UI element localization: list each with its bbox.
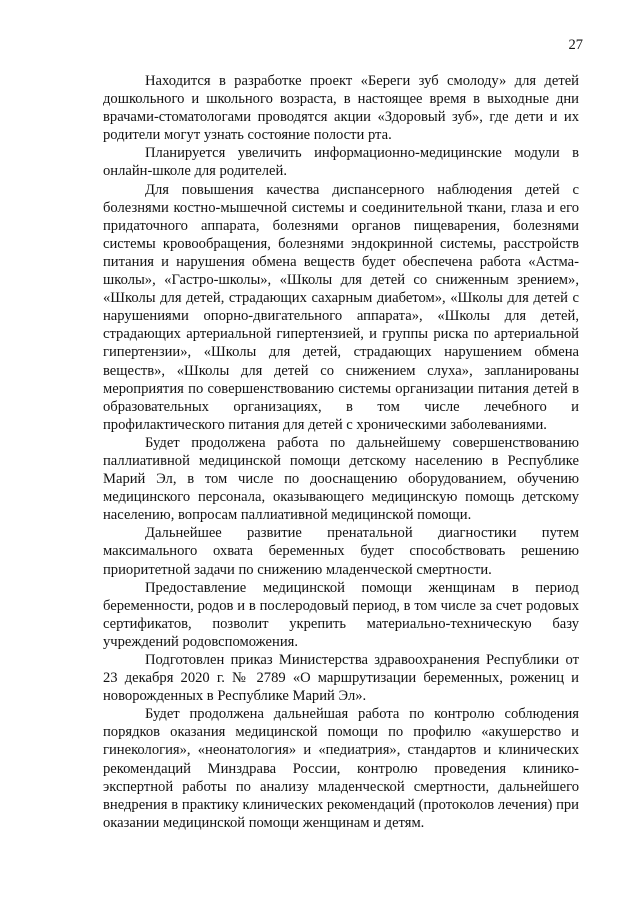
paragraph-ministry-order: Подготовлен приказ Министерства здравоохранения Республики от 23 декабря 2020 г. № 2789 «О маршрутизации беременных, рожениц и новорожденных в Республике Марий Эл». [103,652,579,705]
paragraph-dispensary-schools: Для повышения качества диспансерного наблюдения детей с болезнями костно-мышечной системы и соединительной ткани, глаза и его придаточного аппарата, болезнями органов пищеварения, болезнями системы кровообращения, болезнями эндокринной системы, расстройств питания и нарушения обмена веществ будет обеспечена работа «Астма-школы», «Гастро-школы», «Школы для детей со сниженным зрением», «Школы для детей, страдающих сахарным диабетом», «Школы для детей с нарушениями опорно-двигательного аппарата», «Школы для детей, страдающих артериальной гипертензией, и группы риска по артериальной гипертензии», «Школы для детей, страдающих нарушением обмена веществ», «Школы для детей со снижением слуха», запланированы мероприятия по совершенствованию системы организации питания детей в образовательных организациях, в том числе лечебного и профилактического питания для детей с хроническими заболеваниями. [103,181,579,433]
paragraph-palliative-care: Будет продолжена работа по дальнейшему совершенствованию паллиативной медицинской помощи детскому населению в Республике Марий Эл, в том числе по дооснащению оборудованием, обучению медицинского персонала, оказывающего медицинскую помощь детскому населению, вопросам паллиативной медицинской помощи. [103,434,579,524]
paragraph-prenatal-diagnostics: Дальнейшее развитие пренатальной диагностики путем максимального охвата беременных будет способствовать решению приоритетной задачи по снижению младенческой смертности. [103,525,579,578]
paragraph-maternity-care: Предоставление медицинской помощи женщинам в период беременности, родов и в послеродовый период, в том числе за счет родовых сертификатов, позволит укрепить материально-техническую базу учреждений родовспоможения. [103,579,579,650]
page-number: 27 [568,37,583,53]
paragraph-online-school: Планируется увеличить информационно-медицинские модули в онлайн-школе для родителей. [103,145,579,180]
paragraph-dental-project: Находится в разработке проект «Береги зуб смолоду» для детей дошкольного и школьного возраста, в настоящее время в выходные дни врачами-стоматологами проводятся акции «Здоровый зуб», где дети и их родители могут узнать состояние полости рта. [103,73,579,144]
document-body [103,72,579,832]
paragraph-quality-control: Будет продолжена дальнейшая работа по контролю соблюдения порядков оказания медицинской помощи по профилю «акушерство и гинекология», «неонатология» и «педиатрия», стандартов и клинических рекомендаций Минздрава России, контролю проведения клинико-экспертной работы по анализу младенческой смертности, дальнейшего внедрения в практику клинических рекомендаций (протоколов лечения) при оказании медицинской помощи женщинам и детям. [103,706,579,831]
